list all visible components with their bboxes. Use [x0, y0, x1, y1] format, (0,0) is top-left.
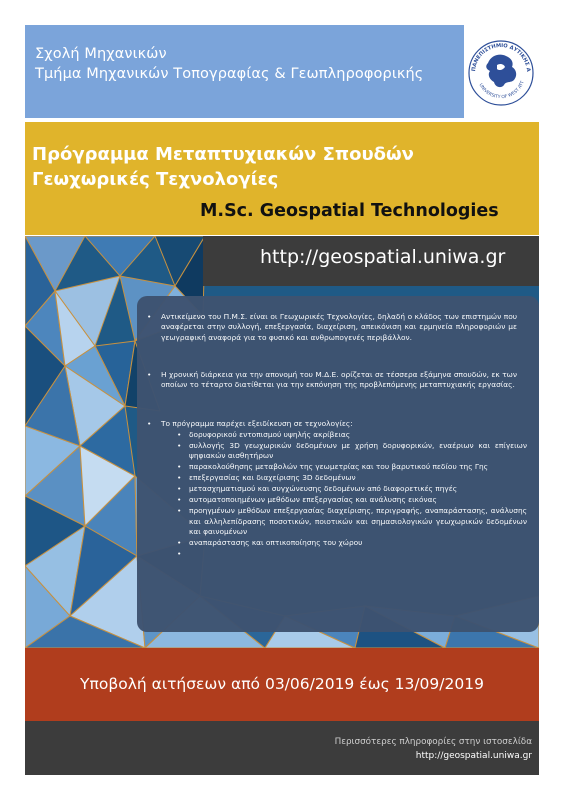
bullet-icon: • — [177, 538, 182, 548]
info-paragraph: • Το πρόγραμμα παρέχει εξειδίκευση σε τεχνολογίες: — [147, 419, 353, 428]
list-item: • μετασχηματισμού και συγχώνευσης δεδομένων από διαφορετικές πηγές — [177, 484, 458, 494]
bullet-icon: • — [177, 441, 182, 450]
website-url[interactable]: http://geospatial.uniwa.gr — [260, 246, 506, 268]
bullet-icon: • — [177, 473, 182, 483]
info-paragraph: • Αντικείμενο του Π.Μ.Σ. είναι οι Γεωχωρικές Τεχνολογίες, δηλαδή ο κλάδος των επιστημών που αναφέρεται στην συλλογή, επεξεργασία, διαχείριση, απεικόνιση και ερμηνεία πληροφοριών με γεωγραφική αναφορά για το φυσικό και ανθρωπογενές περιβάλλον. — [147, 312, 517, 342]
bullet-icon: • — [177, 495, 182, 505]
bullet-icon: • — [177, 430, 182, 439]
department-name: Τμήμα Μηχανικών Τοπογραφίας & Γεωπληροφορικής — [35, 66, 424, 82]
list-item: • αναπαράστασης και οπτικοποίησης του χώρου — [177, 538, 363, 548]
svg-text:ΠΑΝΕΠΙΣΤΗΜΙΟ ΔΥΤΙΚΗΣ ΑΤΤΙΚΗΣ: ΠΑΝΕΠΙΣΤΗΜΙΟ ΔΥΤΙΚΗΣ Α — [470, 42, 532, 73]
list-item: • αυτοματοποιημένων μεθόδων επεξεργασίας και ανάλυσης εικόνας — [177, 495, 437, 505]
footer — [25, 721, 539, 775]
bullet-icon: • — [177, 549, 182, 559]
list-item: • επεξεργασίας και διαχείρισης 3D δεδομένων — [177, 473, 356, 483]
more-info-text: Περισσότερες πληροφορίες στην ιστοσελίδα — [334, 737, 532, 747]
title-banner — [25, 122, 539, 235]
bullet-icon: • — [177, 462, 182, 472]
bullet-icon: • — [147, 312, 152, 321]
bullet-icon: • — [147, 419, 152, 428]
school-name: Σχολή Μηχανικών — [35, 46, 167, 62]
bullet-icon: • — [177, 484, 182, 494]
program-subtitle: Γεωχωρικές Τεχνολογίες — [32, 169, 279, 190]
application-deadline-banner — [25, 648, 539, 721]
list-item: • παρακολούθησης μεταβολών της γεωμετρίας και του βαρυτικού πεδίου της Γης — [177, 462, 489, 472]
svg-text:UNIVERSITY OF WEST ATTICA: UNIVERSITY OF WEST ATT — [477, 80, 526, 101]
program-english-title: M.Sc. Geospatial Technologies — [200, 201, 499, 221]
university-logo — [464, 25, 539, 118]
website-banner — [203, 236, 539, 286]
application-deadline: Υποβολή αιτήσεων από 03/06/2019 έως 13/09/2019 — [80, 675, 484, 693]
list-item: • συλλογής 3D γεωχωρικών δεδομένων με χρήση δορυφορικών, εναέριων και επίγειων ψηφιακών αισθητήρων — [177, 441, 527, 461]
program-title: Πρόγραμμα Μεταπτυχιακών Σπουδών — [32, 144, 414, 165]
bullet-icon: • — [147, 370, 152, 379]
bullet-icon: • — [177, 506, 182, 516]
info-paragraph: • Η χρονική διάρκεια για την απονομή του Μ.Δ.Ε. ορίζεται σε τέσσερα εξάμηνα σπουδών, εκ των οποίων το τέταρτο διατίθεται για την εκπόνηση της προβλεπόμενης μεταπτυχιακής εργασίας. — [147, 370, 517, 390]
technologies-list — [177, 430, 527, 559]
footer-website-link[interactable]: http://geospatial.uniwa.gr — [415, 751, 532, 761]
program-info-panel — [137, 296, 539, 632]
list-item: • προηγμένων μεθόδων επεξεργασίας διαχείρισης, περιγραφής, αναπαράστασης, ανάλυσης και αλληλεπίδρασης ποσοτικών, ποιοτικών και σημασιολογικών γεωχωρικών δεδομένων και φαινομένων — [177, 506, 527, 537]
list-item: • δορυφορικού εντοπισμού υψηλής ακρίβειας — [177, 430, 351, 439]
header-banner — [25, 25, 539, 118]
